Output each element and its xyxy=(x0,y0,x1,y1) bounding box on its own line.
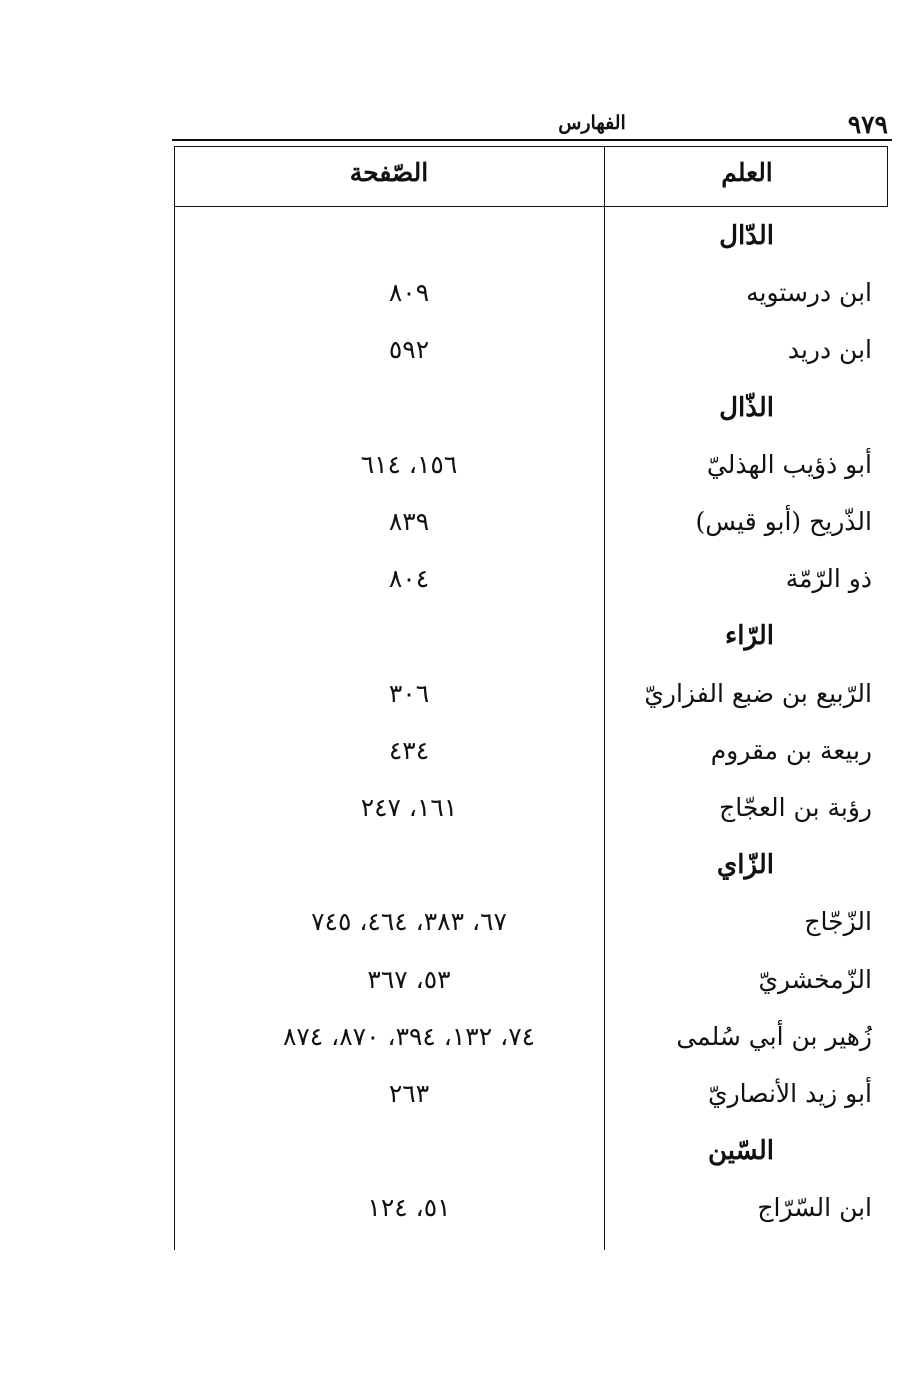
table-row xyxy=(174,1022,888,1068)
name-cell: الزّجّاج xyxy=(804,907,872,937)
name-cell: ذو الرّمّة xyxy=(785,564,872,594)
table-top-border xyxy=(174,146,888,147)
index-table xyxy=(174,146,888,1250)
name-cell: ابن درستويه xyxy=(746,278,872,308)
letter-heading-row xyxy=(174,1136,888,1182)
name-cell: ربيعة بن مقروم xyxy=(710,735,872,765)
letter-heading-row xyxy=(174,621,888,667)
table-row xyxy=(174,793,888,839)
name-cell: رؤبة بن العجّاج xyxy=(719,793,872,822)
running-title: الفهارس xyxy=(558,112,626,134)
table-row xyxy=(174,679,888,725)
page-cell: ٨٣٩ xyxy=(388,507,430,536)
page-cell: ٥١، ١٢٤ xyxy=(367,1193,451,1223)
table-row xyxy=(174,507,888,553)
page-cell: ٥٩٢ xyxy=(388,335,430,365)
header-rule xyxy=(172,139,892,141)
page-cell: ٦٧، ٣٨٣، ٤٦٤، ٧٤٥ xyxy=(311,907,507,937)
name-cell: أبو زيد الأنصاريّ xyxy=(708,1079,872,1108)
name-cell: ابن السّرّاج xyxy=(757,1193,872,1223)
page-cell: ٢٦٣ xyxy=(388,1079,430,1108)
table-row xyxy=(174,564,888,610)
page-cell: ١٦١، ٢٤٧ xyxy=(360,793,458,822)
table-row xyxy=(174,1193,888,1239)
table-row xyxy=(174,450,888,496)
table-row xyxy=(174,736,888,782)
column-header-name: العلم xyxy=(721,158,773,187)
page-cell: ٨٠٤ xyxy=(388,564,430,594)
letter-heading-row xyxy=(174,221,888,267)
table-row xyxy=(174,335,888,381)
table-header-divider xyxy=(174,206,888,207)
letter-heading: السّين xyxy=(708,1136,774,1167)
name-cell: الزّمخشريّ xyxy=(758,964,872,994)
table-row xyxy=(174,1079,888,1125)
table-row xyxy=(174,965,888,1011)
page-number: ٩٧٩ xyxy=(847,110,888,139)
page-cell: ١٥٦، ٦١٤ xyxy=(360,449,458,479)
table-row xyxy=(174,907,888,953)
name-cell: زُهير بن أبي سُلمى xyxy=(676,1021,872,1051)
page-cell: ٤٣٤ xyxy=(388,735,430,765)
letter-heading: الدّال xyxy=(719,221,774,251)
name-cell: ابن دريد xyxy=(787,335,872,365)
letter-heading-row xyxy=(174,850,888,896)
page-cell: ٧٤، ١٣٢، ٣٩٤، ٨٧٠، ٨٧٤ xyxy=(282,1021,536,1051)
letter-heading: الذّال xyxy=(719,392,774,423)
name-cell: أبو ذؤيب الهذليّ xyxy=(706,449,872,479)
letter-heading-row xyxy=(174,393,888,439)
letter-heading: الرّاء xyxy=(725,621,774,652)
name-cell: الذّريح (أبو قيس) xyxy=(695,507,872,536)
name-cell: الرّبيع بن ضبع الفزاريّ xyxy=(644,678,872,708)
letter-heading: الزّاي xyxy=(716,850,774,881)
table-row xyxy=(174,278,888,324)
column-header-page: الصّفحة xyxy=(349,158,429,187)
page-cell: ٨٠٩ xyxy=(388,278,430,308)
page-cell: ٥٣، ٣٦٧ xyxy=(367,964,451,994)
page-header xyxy=(172,106,892,140)
page-cell: ٣٠٦ xyxy=(388,678,430,708)
